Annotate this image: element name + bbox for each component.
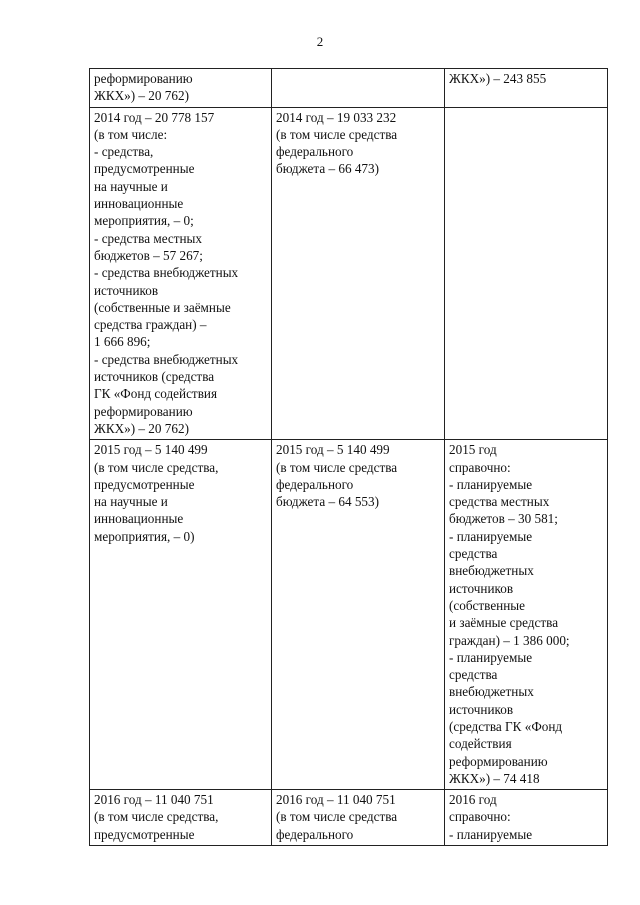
table-row xyxy=(90,107,608,440)
cell-line: внебюджетных xyxy=(449,563,534,579)
cell-line: - планируемые xyxy=(449,528,533,544)
cell-line: инновационные xyxy=(94,511,184,527)
cell-line: граждан) – 1 386 000; xyxy=(449,632,570,648)
cell-line: - средства внебюджетных xyxy=(94,265,239,281)
cell-line: предусмотренные xyxy=(94,161,195,177)
cell-line: - планируемые xyxy=(449,649,533,665)
cell-federal xyxy=(272,107,445,440)
table-row xyxy=(90,440,608,790)
cell-line: предусмотренные xyxy=(94,476,195,492)
cell-line: справочно: xyxy=(449,809,511,825)
cell-line: - средства внебюджетных xyxy=(94,351,239,367)
cell-line: - средства местных xyxy=(94,230,202,246)
cell-line: (в том числе средства xyxy=(276,126,398,142)
cell-line: ЖКХ») – 20 762) xyxy=(94,420,189,436)
cell-total xyxy=(90,107,272,440)
cell-reference xyxy=(445,440,608,790)
cell-line: на научные и xyxy=(94,494,168,510)
cell-line: предусмотренные xyxy=(94,826,195,842)
cell-reference xyxy=(445,790,608,846)
cell-line: средства граждан) – xyxy=(94,317,207,333)
cell-line: источников xyxy=(94,282,159,298)
cell-line: - планируемые xyxy=(449,826,533,842)
cell-federal xyxy=(272,440,445,790)
cell-line: (в том числе средства, xyxy=(94,459,219,475)
cell-line: источников xyxy=(449,580,514,596)
cell-total xyxy=(90,790,272,846)
cell-federal xyxy=(272,790,445,846)
cell-line: содействия xyxy=(449,736,512,752)
table-row xyxy=(90,790,608,846)
cell-line: 2015 год – 5 140 499 xyxy=(94,442,208,458)
cell-line: бюджетов – 30 581; xyxy=(449,511,558,527)
cell-line: справочно: xyxy=(449,459,511,475)
cell-line: - планируемые xyxy=(449,476,533,492)
cell-line: мероприятия, – 0; xyxy=(94,213,194,229)
cell-line: (в том числе средства xyxy=(276,459,398,475)
cell-reference xyxy=(445,107,608,440)
cell-line: (собственные xyxy=(449,597,525,613)
cell-line: федерального xyxy=(276,476,354,492)
cell-line: (в том числе средства xyxy=(276,809,398,825)
cell-line: средства xyxy=(449,546,498,562)
cell-line: ЖКХ») – 20 762) xyxy=(94,88,189,104)
cell-line: источников xyxy=(449,701,514,717)
cell-total xyxy=(90,440,272,790)
cell-line: бюджета – 64 553) xyxy=(276,494,380,510)
cell-line: ЖКХ») – 243 855 xyxy=(449,71,547,86)
cell-line: инновационные xyxy=(94,196,184,212)
cell-line: 1 666 896; xyxy=(94,334,151,350)
cell-line: 2016 год – 11 040 751 xyxy=(276,792,396,808)
cell-line: федерального xyxy=(276,826,354,842)
cell-line: 2014 год – 20 778 157 xyxy=(94,109,215,125)
cell-line: средства xyxy=(449,667,498,683)
cell-line: бюджета – 66 473) xyxy=(276,161,380,177)
cell-line: (собственные и заёмные xyxy=(94,299,231,315)
cell-line: (средства ГК «Фонд xyxy=(449,718,563,734)
page-number: 2 xyxy=(316,34,324,49)
cell-total xyxy=(90,69,272,108)
cell-line: ЖКХ») – 74 418 xyxy=(449,770,540,786)
cell-line: бюджетов – 57 267; xyxy=(94,247,203,263)
cell-line: 2015 год xyxy=(449,442,497,458)
cell-line: 2016 год – 11 040 751 xyxy=(94,792,214,808)
cell-line: на научные и xyxy=(94,178,168,194)
cell-reference xyxy=(445,69,608,108)
funding-table-body xyxy=(90,69,608,846)
cell-line: ГК «Фонд содействия xyxy=(94,386,218,402)
cell-line: источников (средства xyxy=(94,369,215,385)
cell-line: реформированию xyxy=(449,753,548,769)
cell-line: реформированию xyxy=(94,403,193,419)
cell-line: мероприятия, – 0) xyxy=(94,528,195,544)
cell-line: - средства, xyxy=(94,144,154,160)
cell-line: 2015 год – 5 140 499 xyxy=(276,442,390,458)
cell-line: реформированию xyxy=(94,71,193,86)
cell-line: (в том числе: xyxy=(94,126,168,142)
cell-line: федерального xyxy=(276,144,354,160)
cell-federal xyxy=(272,69,445,108)
cell-line: средства местных xyxy=(449,494,550,510)
table-row xyxy=(90,69,608,108)
funding-table xyxy=(89,68,608,846)
cell-line: внебюджетных xyxy=(449,684,534,700)
cell-line: (в том числе средства, xyxy=(94,809,219,825)
cell-line: и заёмные средства xyxy=(449,615,559,631)
cell-line: 2014 год – 19 033 232 xyxy=(276,109,397,125)
cell-line: 2016 год xyxy=(449,792,497,808)
